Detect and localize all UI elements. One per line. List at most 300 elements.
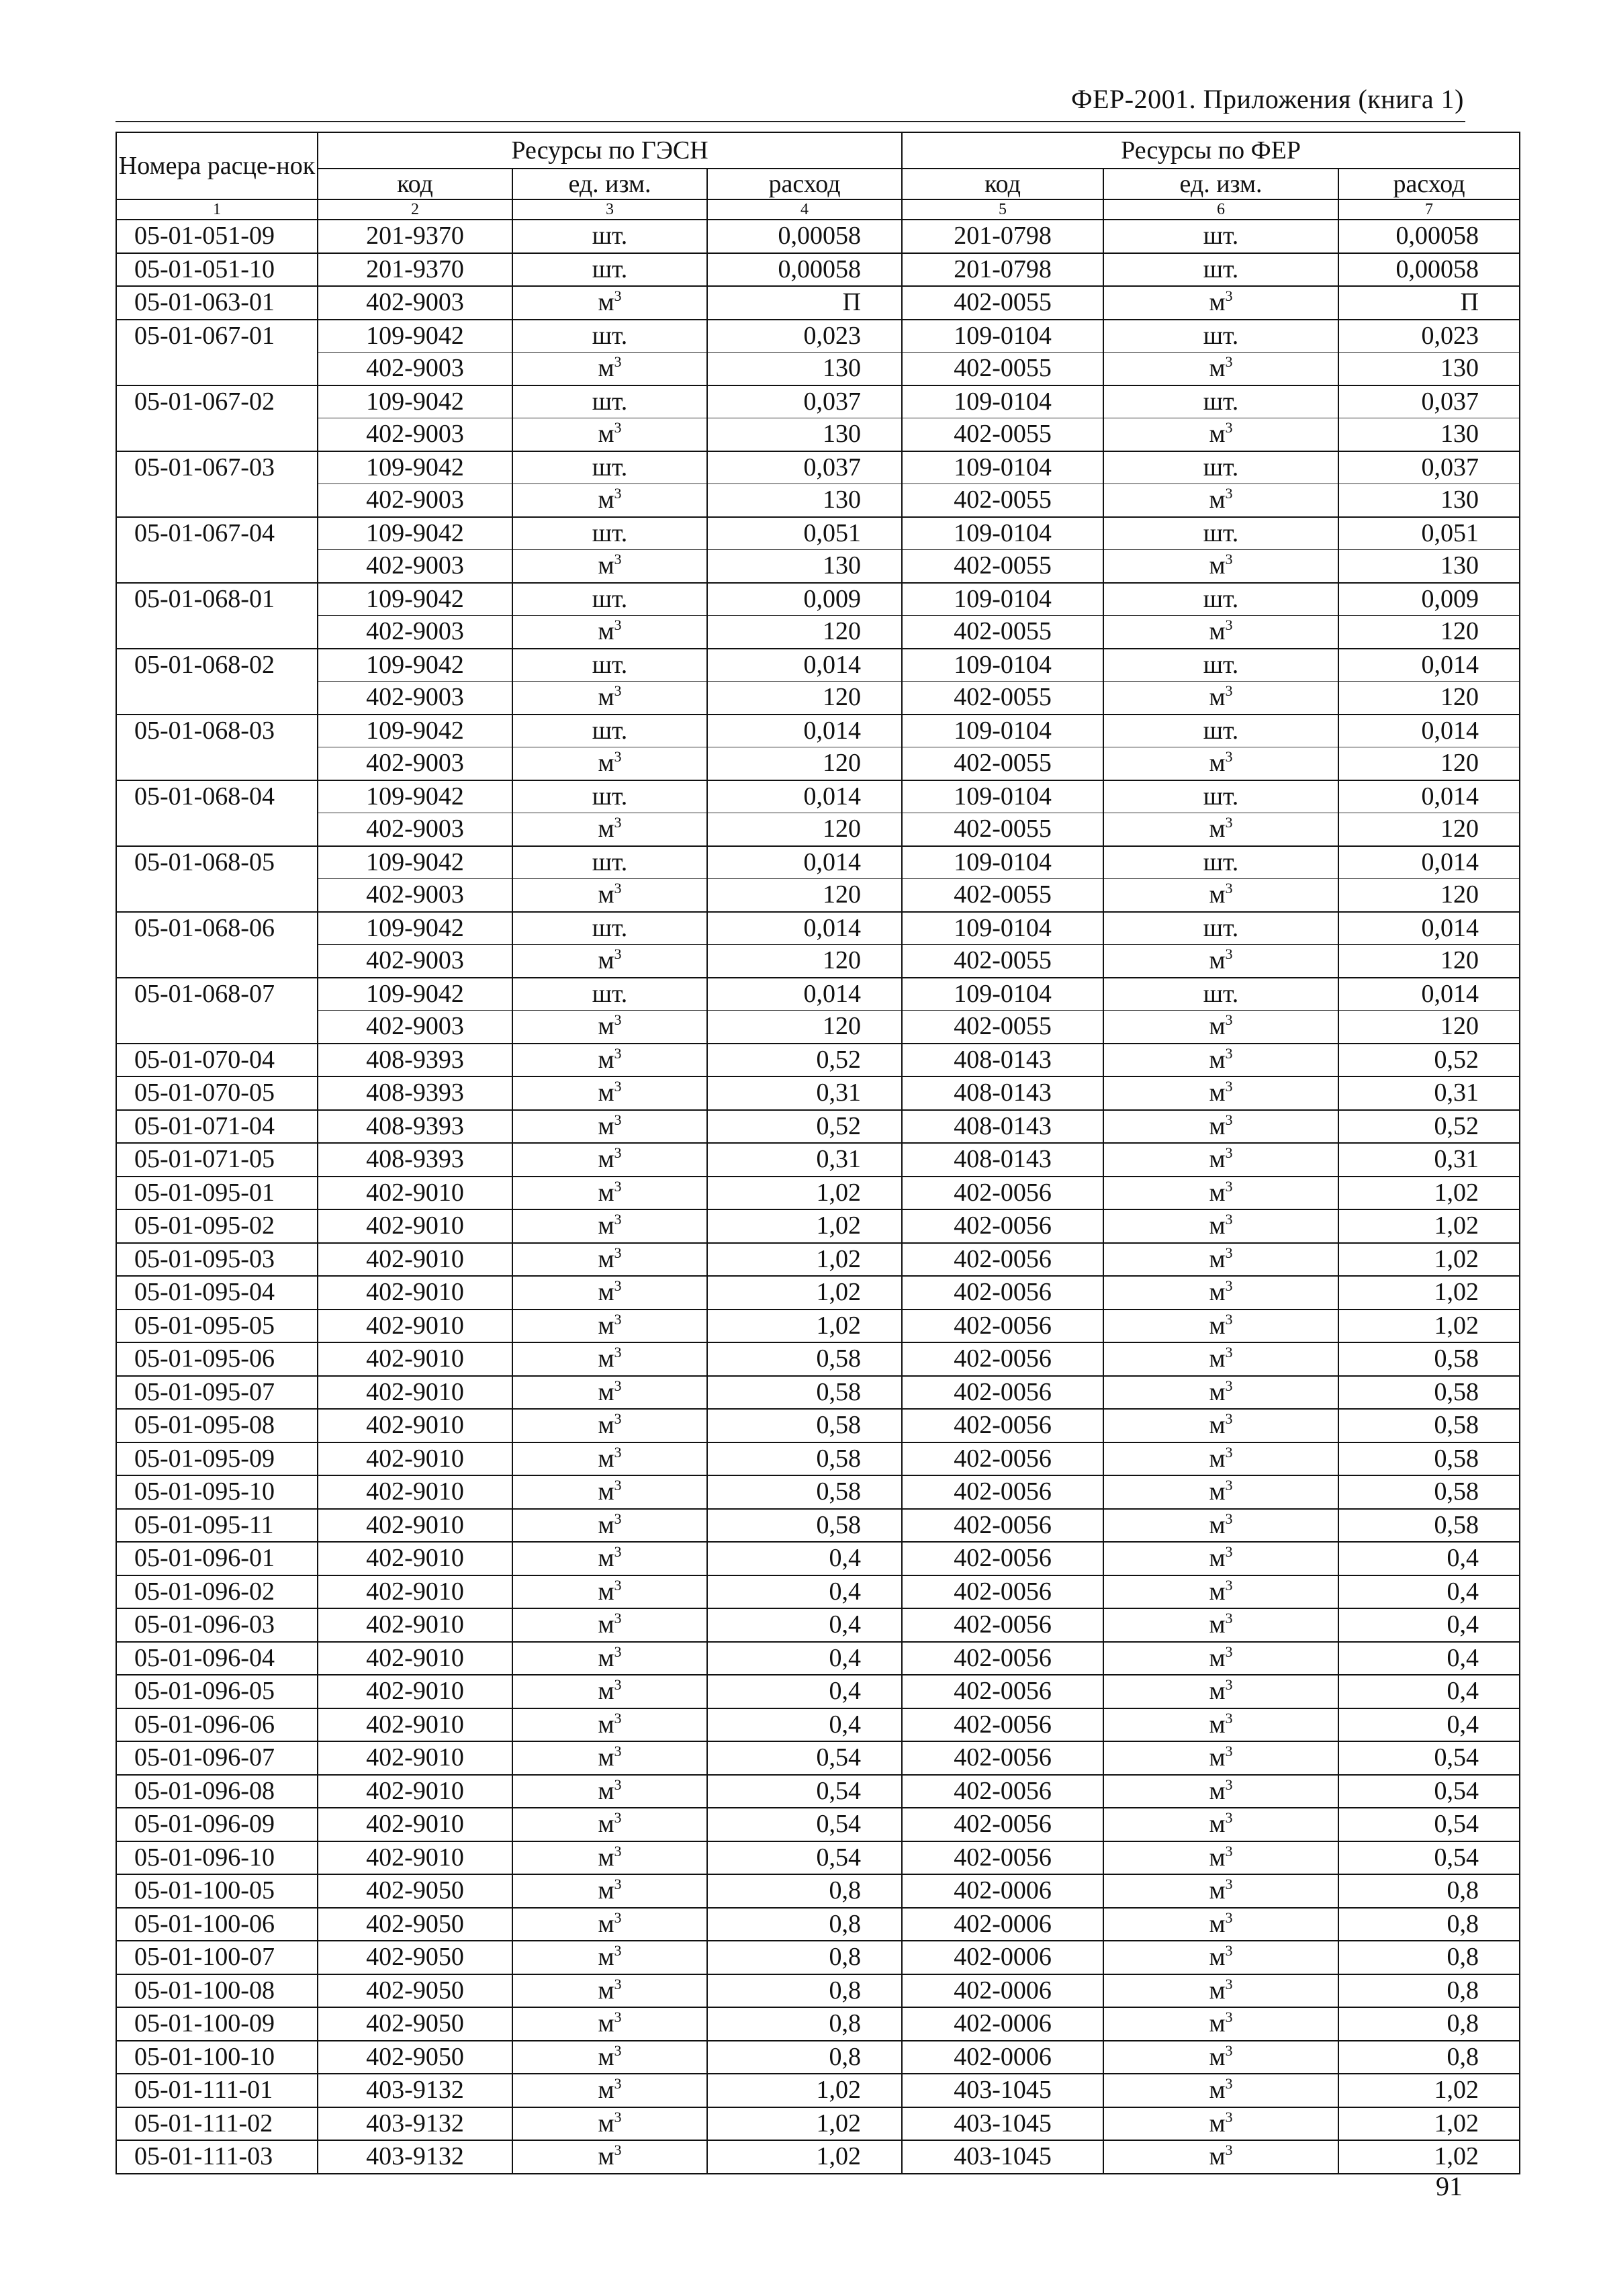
fer-code-cell: 402-0056	[902, 1775, 1103, 1808]
fer-unit-cell: $м^3$	[1103, 1908, 1338, 1941]
fer-code-cell: 109-0104	[902, 451, 1103, 484]
fer-qty-cell: 0,8	[1338, 1908, 1520, 1941]
gesn-code-cell: 408-9393	[318, 1044, 512, 1077]
fer-qty-cell: 1,02	[1338, 2074, 1520, 2107]
fer-unit-cell: $м^3$	[1103, 1177, 1338, 1210]
norm-number-cell: 05-01-096-04	[116, 1642, 318, 1675]
gesn-qty-cell: 0,023	[707, 320, 902, 353]
fer-qty-cell: 0,014	[1338, 649, 1520, 682]
fer-qty-cell: 1,02	[1338, 1310, 1520, 1343]
table-row	[116, 451, 1520, 484]
fer-unit-cell: $м^3$	[1103, 1642, 1338, 1675]
gesn-qty-cell: 1,02	[707, 1177, 902, 1210]
gesn-qty-cell: 1,02	[707, 2107, 902, 2141]
gesn-code-cell: 402-9050	[318, 1941, 512, 1974]
fer-code-cell: 109-0104	[902, 912, 1103, 945]
table-row	[116, 1608, 1520, 1642]
norm-number-cell: 05-01-096-07	[116, 1741, 318, 1775]
fer-unit-cell: $м^3$	[1103, 1808, 1338, 1841]
gesn-code-cell: 402-9010	[318, 1708, 512, 1742]
fer-code-cell: 403-1045	[902, 2107, 1103, 2141]
table-row	[116, 583, 1520, 616]
gesn-unit-cell: $м^3$	[512, 2107, 707, 2141]
fer-code-cell: 402-0056	[902, 1376, 1103, 1410]
gesn-unit-cell: $м^3$	[512, 1509, 707, 1543]
gesn-unit-cell: $м^3$	[512, 1310, 707, 1343]
fer-code-cell: 408-0143	[902, 1044, 1103, 1077]
fer-qty-cell: 120	[1338, 1011, 1520, 1044]
gesn-unit-cell: $м^3$	[512, 747, 707, 780]
gesn-unit-cell: шт.	[512, 978, 707, 1011]
norm-number-cell: 05-01-095-04	[116, 1276, 318, 1310]
fer-qty-cell: 0,014	[1338, 846, 1520, 879]
fer-code-cell: 408-0143	[902, 1076, 1103, 1110]
table-row	[116, 1409, 1520, 1442]
gesn-unit-cell: $м^3$	[512, 1608, 707, 1642]
fer-code-cell: 402-0056	[902, 1675, 1103, 1708]
table-row	[116, 682, 1520, 715]
gesn-code-cell: 109-9042	[318, 649, 512, 682]
gesn-qty-cell: 0,014	[707, 715, 902, 747]
fer-unit-cell: шт.	[1103, 220, 1338, 253]
table-row	[116, 715, 1520, 747]
header-norm-numbers: Номера расце-нок	[116, 132, 318, 199]
gesn-code-cell: 402-9010	[318, 1209, 512, 1243]
fer-code-cell: 402-0056	[902, 1409, 1103, 1442]
gesn-unit-cell: $м^3$	[512, 1575, 707, 1609]
gesn-code-cell: 109-9042	[318, 846, 512, 879]
gesn-code-cell: 402-9003	[318, 286, 512, 320]
fer-qty-cell: 0,54	[1338, 1741, 1520, 1775]
fer-unit-cell: $м^3$	[1103, 286, 1338, 320]
fer-unit-cell: $м^3$	[1103, 1841, 1338, 1875]
norm-number-cell: 05-01-063-01	[116, 286, 318, 320]
table-row	[116, 1675, 1520, 1708]
fer-qty-cell: П	[1338, 286, 1520, 320]
fer-unit-cell: шт.	[1103, 846, 1338, 879]
table-row	[116, 1209, 1520, 1243]
fer-code-cell: 402-0055	[902, 418, 1103, 451]
gesn-code-cell: 408-9393	[318, 1110, 512, 1144]
fer-qty-cell: 120	[1338, 616, 1520, 649]
fer-qty-cell: 0,31	[1338, 1143, 1520, 1177]
gesn-unit-cell: $м^3$	[512, 1941, 707, 1974]
column-number-row	[116, 199, 1520, 220]
gesn-qty-cell: 0,4	[707, 1542, 902, 1575]
fer-unit-cell: $м^3$	[1103, 682, 1338, 715]
norm-number-cell: 05-01-095-10	[116, 1475, 318, 1509]
fer-unit-cell: $м^3$	[1103, 2007, 1338, 2041]
header-fer-unit: ед. изм.	[1103, 169, 1338, 199]
fer-unit-cell: $м^3$	[1103, 879, 1338, 912]
gesn-qty-cell: 0,009	[707, 583, 902, 616]
fer-qty-cell: 0,4	[1338, 1675, 1520, 1708]
gesn-code-cell: 402-9003	[318, 879, 512, 912]
gesn-qty-cell: 0,54	[707, 1841, 902, 1875]
gesn-unit-cell: $м^3$	[512, 1076, 707, 1110]
gesn-qty-cell: 0,4	[707, 1642, 902, 1675]
table-row	[116, 1243, 1520, 1277]
table-row	[116, 320, 1520, 353]
gesn-code-cell: 402-9003	[318, 616, 512, 649]
table-row	[116, 1310, 1520, 1343]
norm-number-cell: 05-01-096-05	[116, 1675, 318, 1708]
gesn-unit-cell: $м^3$	[512, 1642, 707, 1675]
gesn-unit-cell: шт.	[512, 912, 707, 945]
gesn-qty-cell: 130	[707, 418, 902, 451]
norm-number-cell: 05-01-095-09	[116, 1442, 318, 1476]
table-row	[116, 418, 1520, 451]
fer-unit-cell: $м^3$	[1103, 1011, 1338, 1044]
fer-unit-cell: $м^3$	[1103, 1076, 1338, 1110]
norm-number-cell: 05-01-095-01	[116, 1177, 318, 1210]
gesn-unit-cell: $м^3$	[512, 813, 707, 846]
fer-code-cell: 402-0056	[902, 1708, 1103, 1742]
gesn-code-cell: 402-9010	[318, 1243, 512, 1277]
gesn-unit-cell: $м^3$	[512, 418, 707, 451]
fer-qty-cell: 0,58	[1338, 1342, 1520, 1376]
gesn-code-cell: 403-9132	[318, 2074, 512, 2107]
gesn-code-cell: 402-9010	[318, 1542, 512, 1575]
fer-qty-cell: 0,58	[1338, 1442, 1520, 1476]
gesn-code-cell: 402-9010	[318, 1276, 512, 1310]
gesn-qty-cell: 0,8	[707, 1941, 902, 1974]
table-row	[116, 1775, 1520, 1808]
gesn-qty-cell: 0,014	[707, 978, 902, 1011]
fer-unit-cell: $м^3$	[1103, 1442, 1338, 1476]
gesn-qty-cell: 0,014	[707, 649, 902, 682]
fer-unit-cell: $м^3$	[1103, 1974, 1338, 2008]
fer-qty-cell: 0,31	[1338, 1076, 1520, 1110]
gesn-unit-cell: шт.	[512, 451, 707, 484]
gesn-unit-cell: $м^3$	[512, 1342, 707, 1376]
gesn-qty-cell: 0,4	[707, 1675, 902, 1708]
fer-qty-cell: 0,54	[1338, 1775, 1520, 1808]
gesn-qty-cell: 0,52	[707, 1044, 902, 1077]
gesn-unit-cell: $м^3$	[512, 353, 707, 385]
fer-unit-cell: шт.	[1103, 385, 1338, 418]
fer-unit-cell: $м^3$	[1103, 2107, 1338, 2141]
fer-unit-cell: $м^3$	[1103, 1708, 1338, 1742]
gesn-unit-cell: $м^3$	[512, 1841, 707, 1875]
norm-number-cell: 05-01-095-05	[116, 1310, 318, 1343]
fer-unit-cell: шт.	[1103, 912, 1338, 945]
fer-unit-cell: $м^3$	[1103, 1276, 1338, 1310]
norm-number-cell: 05-01-095-02	[116, 1209, 318, 1243]
gesn-unit-cell: $м^3$	[512, 286, 707, 320]
gesn-code-cell: 402-9010	[318, 1342, 512, 1376]
gesn-code-cell: 402-9050	[318, 1908, 512, 1941]
header-gesn-unit: ед. изм.	[512, 169, 707, 199]
fer-qty-cell: 0,4	[1338, 1575, 1520, 1609]
gesn-code-cell: 109-9042	[318, 715, 512, 747]
fer-code-cell: 109-0104	[902, 517, 1103, 550]
fer-unit-cell: $м^3$	[1103, 484, 1338, 517]
gesn-code-cell: 403-9132	[318, 2107, 512, 2141]
table-row	[116, 780, 1520, 813]
fer-unit-cell: $м^3$	[1103, 1243, 1338, 1277]
table-row	[116, 1542, 1520, 1575]
table-row	[116, 1011, 1520, 1044]
norm-number-cell: 05-01-068-03	[116, 715, 318, 780]
gesn-qty-cell: 0,8	[707, 2007, 902, 2041]
fer-code-cell: 402-0056	[902, 1575, 1103, 1609]
table-row	[116, 1841, 1520, 1875]
gesn-code-cell: 109-9042	[318, 583, 512, 616]
table-row	[116, 2107, 1520, 2141]
gesn-qty-cell: 0,00058	[707, 220, 902, 253]
fer-code-cell: 109-0104	[902, 780, 1103, 813]
norm-number-cell: 05-01-111-03	[116, 2140, 318, 2174]
fer-code-cell: 402-0056	[902, 1741, 1103, 1775]
page-number: 91	[1436, 2171, 1463, 2201]
norm-number-cell: 05-01-051-10	[116, 253, 318, 287]
norm-number-cell: 05-01-096-03	[116, 1608, 318, 1642]
column-number: 2	[318, 199, 512, 220]
fer-qty-cell: 120	[1338, 879, 1520, 912]
gesn-qty-cell: 0,54	[707, 1741, 902, 1775]
column-number: 4	[707, 199, 902, 220]
gesn-qty-cell: 0,8	[707, 2041, 902, 2074]
gesn-code-cell: 402-9010	[318, 1409, 512, 1442]
gesn-qty-cell: 0,58	[707, 1409, 902, 1442]
gesn-unit-cell: $м^3$	[512, 1874, 707, 1908]
gesn-code-cell: 402-9010	[318, 1608, 512, 1642]
fer-qty-cell: 0,009	[1338, 583, 1520, 616]
gesn-unit-cell: $м^3$	[512, 484, 707, 517]
fer-unit-cell: $м^3$	[1103, 945, 1338, 978]
gesn-qty-cell: 0,014	[707, 780, 902, 813]
fer-qty-cell: 0,037	[1338, 451, 1520, 484]
gesn-unit-cell: $м^3$	[512, 616, 707, 649]
fer-qty-cell: 120	[1338, 813, 1520, 846]
table-row	[116, 813, 1520, 846]
fer-code-cell: 402-0055	[902, 286, 1103, 320]
fer-code-cell: 408-0143	[902, 1143, 1103, 1177]
fer-code-cell: 402-0056	[902, 1542, 1103, 1575]
fer-qty-cell: 1,02	[1338, 2107, 1520, 2141]
gesn-qty-cell: 0,8	[707, 1974, 902, 2008]
table-row	[116, 846, 1520, 879]
fer-code-cell: 402-0056	[902, 1841, 1103, 1875]
gesn-code-cell: 402-9010	[318, 1310, 512, 1343]
table-row	[116, 1642, 1520, 1675]
fer-code-cell: 109-0104	[902, 385, 1103, 418]
gesn-code-cell: 403-9132	[318, 2140, 512, 2174]
norm-number-cell: 05-01-096-01	[116, 1542, 318, 1575]
gesn-unit-cell: шт.	[512, 220, 707, 253]
gesn-qty-cell: 0,8	[707, 1908, 902, 1941]
gesn-qty-cell: 0,4	[707, 1575, 902, 1609]
fer-unit-cell: $м^3$	[1103, 1675, 1338, 1708]
fer-qty-cell: 0,8	[1338, 2007, 1520, 2041]
fer-qty-cell: 130	[1338, 550, 1520, 583]
gesn-code-cell: 402-9003	[318, 1011, 512, 1044]
gesn-code-cell: 402-9050	[318, 1874, 512, 1908]
fer-qty-cell: 0,014	[1338, 978, 1520, 1011]
fer-code-cell: 402-0055	[902, 616, 1103, 649]
fer-unit-cell: $м^3$	[1103, 1509, 1338, 1543]
gesn-unit-cell: $м^3$	[512, 945, 707, 978]
fer-code-cell: 402-0056	[902, 1509, 1103, 1543]
gesn-code-cell: 402-9010	[318, 1376, 512, 1410]
gesn-unit-cell: $м^3$	[512, 1243, 707, 1277]
fer-qty-cell: 0,58	[1338, 1509, 1520, 1543]
gesn-code-cell: 402-9003	[318, 813, 512, 846]
gesn-unit-cell: шт.	[512, 253, 707, 287]
fer-qty-cell: 0,58	[1338, 1409, 1520, 1442]
fer-code-cell: 403-1045	[902, 2140, 1103, 2174]
gesn-qty-cell: П	[707, 286, 902, 320]
gesn-unit-cell: $м^3$	[512, 1542, 707, 1575]
fer-unit-cell: $м^3$	[1103, 2041, 1338, 2074]
fer-code-cell: 201-0798	[902, 220, 1103, 253]
table-row	[116, 1509, 1520, 1543]
table-row	[116, 2041, 1520, 2074]
fer-unit-cell: шт.	[1103, 253, 1338, 287]
gesn-code-cell: 109-9042	[318, 451, 512, 484]
norm-number-cell: 05-01-100-08	[116, 1974, 318, 2008]
table-row	[116, 616, 1520, 649]
table-row	[116, 1110, 1520, 1144]
norm-number-cell: 05-01-100-09	[116, 2007, 318, 2041]
fer-qty-cell: 0,014	[1338, 715, 1520, 747]
norm-number-cell: 05-01-111-02	[116, 2107, 318, 2141]
fer-unit-cell: $м^3$	[1103, 1575, 1338, 1609]
fer-code-cell: 402-0006	[902, 2007, 1103, 2041]
fer-code-cell: 201-0798	[902, 253, 1103, 287]
table-row	[116, 1575, 1520, 1609]
gesn-unit-cell: $м^3$	[512, 879, 707, 912]
table-row	[116, 879, 1520, 912]
gesn-unit-cell: $м^3$	[512, 1741, 707, 1775]
table-row	[116, 2074, 1520, 2107]
fer-unit-cell: $м^3$	[1103, 550, 1338, 583]
gesn-unit-cell: $м^3$	[512, 1675, 707, 1708]
norm-number-cell: 05-01-068-01	[116, 583, 318, 649]
gesn-code-cell: 109-9042	[318, 517, 512, 550]
gesn-unit-cell: $м^3$	[512, 1775, 707, 1808]
table-row	[116, 1342, 1520, 1376]
gesn-unit-cell: шт.	[512, 517, 707, 550]
gesn-unit-cell: шт.	[512, 846, 707, 879]
fer-code-cell: 109-0104	[902, 978, 1103, 1011]
fer-unit-cell: шт.	[1103, 780, 1338, 813]
fer-code-cell: 402-0055	[902, 945, 1103, 978]
table-row	[116, 220, 1520, 253]
fer-code-cell: 402-0056	[902, 1177, 1103, 1210]
table-row	[116, 353, 1520, 385]
gesn-code-cell: 402-9003	[318, 550, 512, 583]
gesn-code-cell: 402-9050	[318, 1974, 512, 2008]
header-fer-code: код	[902, 169, 1103, 199]
fer-qty-cell: 120	[1338, 682, 1520, 715]
header-gesn-code: код	[318, 169, 512, 199]
fer-qty-cell: 0,8	[1338, 1941, 1520, 1974]
fer-qty-cell: 1,02	[1338, 1243, 1520, 1277]
gesn-unit-cell: $м^3$	[512, 1475, 707, 1509]
header-fer-resources: Ресурсы по ФЕР	[902, 132, 1520, 169]
fer-code-cell: 402-0006	[902, 2041, 1103, 2074]
fer-code-cell: 109-0104	[902, 715, 1103, 747]
fer-code-cell: 402-0006	[902, 1974, 1103, 2008]
gesn-code-cell: 402-9010	[318, 1808, 512, 1841]
fer-code-cell: 402-0055	[902, 813, 1103, 846]
norm-number-cell: 05-01-068-02	[116, 649, 318, 715]
gesn-qty-cell: 1,02	[707, 2140, 902, 2174]
gesn-unit-cell: $м^3$	[512, 1376, 707, 1410]
gesn-qty-cell: 0,58	[707, 1442, 902, 1476]
gesn-qty-cell: 0,58	[707, 1509, 902, 1543]
fer-unit-cell: $м^3$	[1103, 418, 1338, 451]
table-row	[116, 912, 1520, 945]
gesn-qty-cell: 0,014	[707, 912, 902, 945]
gesn-code-cell: 408-9393	[318, 1076, 512, 1110]
fer-code-cell: 402-0056	[902, 1642, 1103, 1675]
resource-table	[116, 132, 1520, 2174]
gesn-code-cell: 402-9010	[318, 1841, 512, 1875]
gesn-qty-cell: 0,037	[707, 451, 902, 484]
norm-number-cell: 05-01-100-10	[116, 2041, 318, 2074]
gesn-code-cell: 402-9010	[318, 1475, 512, 1509]
gesn-unit-cell: $м^3$	[512, 1708, 707, 1742]
fer-qty-cell: 0,4	[1338, 1708, 1520, 1742]
gesn-unit-cell: $м^3$	[512, 1011, 707, 1044]
fer-unit-cell: $м^3$	[1103, 747, 1338, 780]
gesn-qty-cell: 1,02	[707, 2074, 902, 2107]
gesn-unit-cell: $м^3$	[512, 1974, 707, 2008]
gesn-code-cell: 402-9050	[318, 2007, 512, 2041]
gesn-code-cell: 109-9042	[318, 780, 512, 813]
gesn-unit-cell: $м^3$	[512, 1110, 707, 1144]
gesn-code-cell: 109-9042	[318, 385, 512, 418]
gesn-unit-cell: $м^3$	[512, 1143, 707, 1177]
fer-unit-cell: $м^3$	[1103, 813, 1338, 846]
fer-qty-cell: 0,58	[1338, 1475, 1520, 1509]
fer-unit-cell: $м^3$	[1103, 1542, 1338, 1575]
norm-number-cell: 05-01-070-04	[116, 1044, 318, 1077]
fer-qty-cell: 120	[1338, 747, 1520, 780]
fer-qty-cell: 130	[1338, 484, 1520, 517]
fer-unit-cell: $м^3$	[1103, 1874, 1338, 1908]
fer-qty-cell: 0,58	[1338, 1376, 1520, 1410]
gesn-qty-cell: 0,31	[707, 1076, 902, 1110]
table-row	[116, 1708, 1520, 1742]
norm-number-cell: 05-01-068-05	[116, 846, 318, 912]
norm-number-cell: 05-01-096-09	[116, 1808, 318, 1841]
gesn-qty-cell: 120	[707, 682, 902, 715]
table-row	[116, 1974, 1520, 2008]
norm-number-cell: 05-01-096-06	[116, 1708, 318, 1742]
fer-unit-cell: $м^3$	[1103, 1143, 1338, 1177]
fer-unit-cell: шт.	[1103, 451, 1338, 484]
norm-number-cell: 05-01-095-11	[116, 1509, 318, 1543]
column-number: 6	[1103, 199, 1338, 220]
table-row	[116, 1076, 1520, 1110]
gesn-unit-cell: шт.	[512, 320, 707, 353]
fer-unit-cell: $м^3$	[1103, 1741, 1338, 1775]
gesn-unit-cell: $м^3$	[512, 2140, 707, 2174]
header-gesn-resources: Ресурсы по ГЭСН	[318, 132, 902, 169]
gesn-unit-cell: $м^3$	[512, 1808, 707, 1841]
fer-code-cell: 402-0056	[902, 1276, 1103, 1310]
gesn-qty-cell: 120	[707, 747, 902, 780]
table-row	[116, 550, 1520, 583]
table-row	[116, 1177, 1520, 1210]
norm-number-cell: 05-01-071-04	[116, 1110, 318, 1144]
gesn-code-cell: 402-9003	[318, 353, 512, 385]
gesn-code-cell: 402-9003	[318, 945, 512, 978]
